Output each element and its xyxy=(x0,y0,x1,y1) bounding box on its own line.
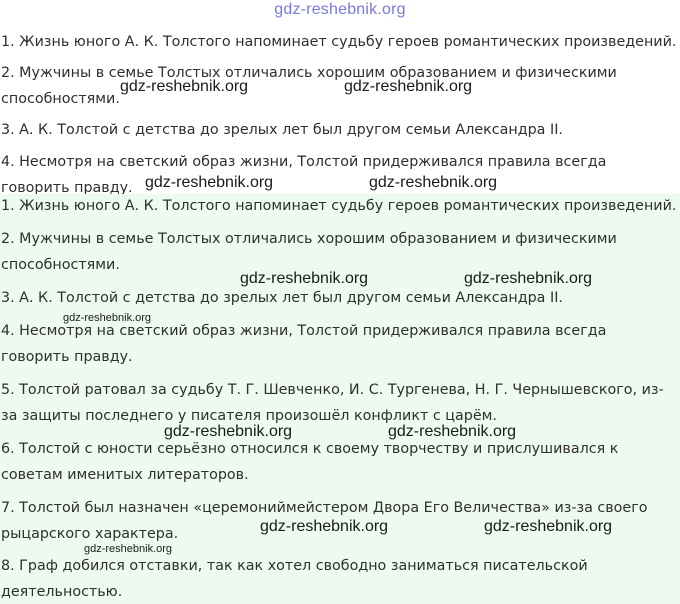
answer-statement-2: 2. Мужчины в семье Толстых отличались хорошим образованием и физическими способностями. xyxy=(1,231,617,273)
statements-list-top xyxy=(0,28,680,194)
answer-statement-5: 5. Толстой ратовал за судьбу Т. Г. Шевченко, И. С. Тургенева, Н. Г. Чернышевского, из-за защиты последнего у писателя произошёл конфликт с царём. xyxy=(1,382,664,424)
watermark: gdz-reshebnik.org xyxy=(164,423,293,440)
watermark: gdz-reshebnik.org xyxy=(145,174,274,191)
watermark-small: gdz-reshebnik.org xyxy=(84,543,173,555)
watermark: gdz-reshebnik.org xyxy=(344,78,473,95)
watermark: gdz-reshebnik.org xyxy=(388,423,517,440)
answer-statement-7: 7. Толстой был назначен «церемониймейстером Двора Его Величества» из-за своего рыцарского характера. xyxy=(1,500,648,542)
answer-statement-6: 6. Толстой с юности серьёзно относился к своему творчеству и прислушивался к советам именитых литераторов. xyxy=(1,441,619,483)
watermark-top: gdz-reshebnik.org xyxy=(274,1,406,18)
watermark: gdz-reshebnik.org xyxy=(120,78,249,95)
answer-statement-4: 4. Несмотря на светский образ жизни, Толстой придерживался правила всегда говорить правду. xyxy=(1,323,607,365)
answer-statement-8: 8. Граф добился отставки, так как хотел свободно заниматься писательской деятельностью. xyxy=(1,558,588,600)
watermark-small: gdz-reshebnik.org xyxy=(63,312,152,324)
answer-statement-3: 3. А. К. Толстой с детства до зрелых лет был другом семьи Александра II. xyxy=(1,290,563,306)
statement-2: 2. Мужчины в семье Толстых отличались хорошим образованием и физическими способностями. xyxy=(1,65,617,107)
watermark: gdz-reshebnik.org xyxy=(484,518,613,535)
watermark: gdz-reshebnik.org xyxy=(260,518,389,535)
watermark: gdz-reshebnik.org xyxy=(240,270,369,287)
statement-4: 4. Несмотря на светский образ жизни, Толстой придерживался правила всегда говорить правду. xyxy=(1,154,607,194)
statement-1: 1. Жизнь юного А. К. Толстого напоминает судьбу героев романтических произведений. xyxy=(1,34,677,50)
watermark: gdz-reshebnik.org xyxy=(369,174,498,191)
statement-3: 3. А. К. Толстой с детства до зрелых лет был другом семьи Александра II. xyxy=(1,122,563,138)
answer-statement-1: 1. Жизнь юного А. К. Толстого напоминает судьбу героев романтических произведений. xyxy=(1,198,677,214)
watermark: gdz-reshebnik.org xyxy=(464,270,593,287)
